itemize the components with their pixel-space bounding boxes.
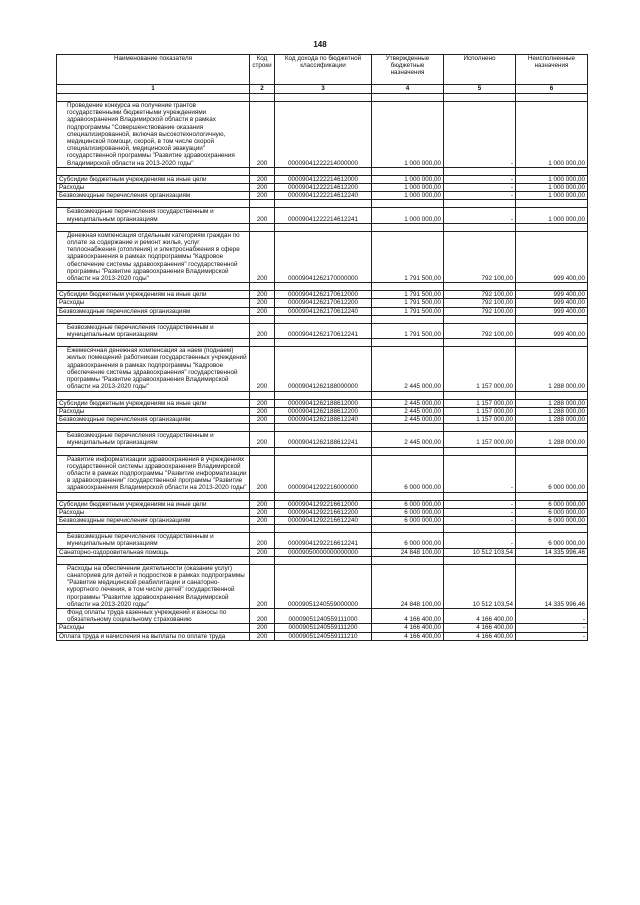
empty-cell — [275, 492, 372, 500]
income-code-cell: 00009041292216000000 — [275, 455, 372, 492]
executed-amount-cell: - — [444, 455, 516, 492]
row-code-cell: 200 — [250, 192, 275, 200]
empty-cell — [57, 315, 250, 323]
indicator-name-cell: Безвозмездные перечисления государственным и муниципальным организациям — [57, 208, 250, 223]
empty-cell — [275, 556, 372, 564]
budget-execution-table — [56, 54, 588, 641]
approved-amount-cell: 2 445 000,00 — [372, 432, 444, 447]
empty-cell — [250, 315, 275, 323]
approved-amount-cell: 2 445 000,00 — [372, 407, 444, 415]
empty-cell — [516, 424, 588, 432]
row-code-cell: 200 — [250, 291, 275, 299]
column-number: 2 — [250, 85, 275, 94]
executed-amount-cell: - — [444, 508, 516, 516]
indicator-name-cell: Субсидии бюджетным учреждениям на иные цели — [57, 500, 250, 508]
table-row — [57, 564, 588, 608]
row-code-cell: 200 — [250, 632, 275, 640]
table-row — [57, 231, 588, 282]
executed-amount-cell: - — [444, 192, 516, 200]
empty-cell — [275, 525, 372, 533]
empty-cell — [57, 223, 250, 231]
header-indicator-name: Наименование показателя — [57, 55, 250, 85]
column-number: 4 — [372, 85, 444, 94]
income-code-cell: 00009041262170612240 — [275, 307, 372, 315]
empty-cell — [372, 223, 444, 231]
empty-cell — [372, 167, 444, 175]
income-code-cell: 00009041292216612000 — [275, 500, 372, 508]
executed-amount-cell: 10 512 103,54 — [444, 564, 516, 608]
header-unexecuted: Неисполненные назначения — [516, 55, 588, 85]
empty-cell — [250, 556, 275, 564]
executed-amount-cell: 4 166 400,00 — [444, 624, 516, 632]
table-row — [57, 175, 588, 183]
spacer-row — [57, 391, 588, 399]
empty-cell — [57, 283, 250, 291]
approved-amount-cell: 1 000 000,00 — [372, 175, 444, 183]
approved-amount-cell: 6 000 000,00 — [372, 533, 444, 548]
empty-cell — [250, 167, 275, 175]
income-code-cell: 00009041222214612000 — [275, 175, 372, 183]
empty-cell — [516, 200, 588, 208]
table-row — [57, 102, 588, 168]
approved-amount-cell: 1 000 000,00 — [372, 192, 444, 200]
header-income-code: Код дохода по бюджетной классификации — [275, 55, 372, 85]
approved-amount-cell: 24 848 100,00 — [372, 548, 444, 556]
indicator-name-cell: Фонд оплаты труда казенных учреждений и взносы по обязательному социальному страхованию — [57, 608, 250, 623]
income-code-cell: 00009041222214612240 — [275, 192, 372, 200]
income-code-cell: 00009051240559000000 — [275, 564, 372, 608]
unexecuted-amount-cell: 999 400,00 — [516, 307, 588, 315]
row-code-cell: 200 — [250, 299, 275, 307]
row-code-cell: 200 — [250, 624, 275, 632]
indicator-name-cell: Безвозмездные перечисления организациям — [57, 192, 250, 200]
approved-amount-cell: 1 791 500,00 — [372, 307, 444, 315]
empty-cell — [444, 492, 516, 500]
empty-cell — [444, 315, 516, 323]
table-row — [57, 299, 588, 307]
income-code-cell: 00009041262188612200 — [275, 407, 372, 415]
approved-amount-cell: 2 445 000,00 — [372, 399, 444, 407]
empty-cell — [57, 447, 250, 455]
column-number-row — [57, 85, 588, 94]
row-code-cell: 200 — [250, 175, 275, 183]
income-code-cell: 00009041262188612000 — [275, 399, 372, 407]
approved-amount-cell: 6 000 000,00 — [372, 508, 444, 516]
empty-cell — [250, 447, 275, 455]
executed-amount-cell: - — [444, 184, 516, 192]
income-code-cell: 00009041262188612241 — [275, 432, 372, 447]
unexecuted-amount-cell: 14 335 996,46 — [516, 548, 588, 556]
unexecuted-amount-cell: 1 000 000,00 — [516, 102, 588, 168]
empty-cell — [516, 315, 588, 323]
empty-cell — [57, 339, 250, 347]
table-row — [57, 432, 588, 447]
empty-cell — [57, 424, 250, 432]
executed-amount-cell: - — [444, 208, 516, 223]
empty-cell — [372, 94, 444, 102]
indicator-name-cell: Оплата труда и начисления на выплаты по оплате труда — [57, 632, 250, 640]
executed-amount-cell: 10 512 103,54 — [444, 548, 516, 556]
income-code-cell: 00009041222214612200 — [275, 184, 372, 192]
empty-cell — [516, 556, 588, 564]
spacer-row — [57, 283, 588, 291]
income-code-cell: 00009041262170612241 — [275, 323, 372, 338]
row-code-cell: 200 — [250, 399, 275, 407]
empty-cell — [444, 200, 516, 208]
executed-amount-cell: 792 100,00 — [444, 291, 516, 299]
empty-cell — [516, 223, 588, 231]
row-code-cell: 200 — [250, 516, 275, 524]
executed-amount-cell: - — [444, 175, 516, 183]
executed-amount-cell: 1 157 000,00 — [444, 347, 516, 391]
spacer-row — [57, 94, 588, 102]
table-row — [57, 347, 588, 391]
income-code-cell: 00009041262188612240 — [275, 415, 372, 423]
spacer-row — [57, 339, 588, 347]
row-code-cell: 200 — [250, 231, 275, 282]
table-row — [57, 632, 588, 640]
executed-amount-cell: - — [444, 516, 516, 524]
table-row — [57, 415, 588, 423]
empty-cell — [275, 283, 372, 291]
empty-cell — [57, 200, 250, 208]
empty-cell — [516, 167, 588, 175]
executed-amount-cell: 792 100,00 — [444, 307, 516, 315]
approved-amount-cell: 4 166 400,00 — [372, 624, 444, 632]
executed-amount-cell: 4 166 400,00 — [444, 632, 516, 640]
spacer-row — [57, 525, 588, 533]
income-code-cell: 00009041262170612200 — [275, 299, 372, 307]
unexecuted-amount-cell: 6 000 000,00 — [516, 500, 588, 508]
indicator-name-cell: Расходы — [57, 299, 250, 307]
empty-cell — [516, 525, 588, 533]
unexecuted-amount-cell: 999 400,00 — [516, 291, 588, 299]
table-row — [57, 455, 588, 492]
row-code-cell: 200 — [250, 347, 275, 391]
executed-amount-cell: 792 100,00 — [444, 231, 516, 282]
empty-cell — [57, 556, 250, 564]
empty-cell — [444, 283, 516, 291]
empty-cell — [275, 200, 372, 208]
approved-amount-cell: 1 000 000,00 — [372, 102, 444, 168]
unexecuted-amount-cell: 1 288 000,00 — [516, 347, 588, 391]
unexecuted-amount-cell: - — [516, 624, 588, 632]
empty-cell — [516, 339, 588, 347]
table-row — [57, 624, 588, 632]
row-code-cell: 200 — [250, 307, 275, 315]
spacer-row — [57, 167, 588, 175]
row-code-cell: 200 — [250, 564, 275, 608]
income-code-cell: 00009051240559111200 — [275, 624, 372, 632]
indicator-name-cell: Субсидии бюджетным учреждениям на иные цели — [57, 175, 250, 183]
approved-amount-cell: 6 000 000,00 — [372, 500, 444, 508]
row-code-cell: 200 — [250, 608, 275, 623]
empty-cell — [444, 556, 516, 564]
approved-amount-cell: 1 791 500,00 — [372, 231, 444, 282]
income-code-cell: 00009041292216612240 — [275, 516, 372, 524]
income-code-cell: 00009041292216612200 — [275, 508, 372, 516]
empty-cell — [275, 424, 372, 432]
approved-amount-cell: 4 166 400,00 — [372, 608, 444, 623]
empty-cell — [250, 492, 275, 500]
unexecuted-amount-cell: 6 000 000,00 — [516, 516, 588, 524]
row-code-cell: 200 — [250, 533, 275, 548]
empty-cell — [250, 94, 275, 102]
executed-amount-cell: 1 157 000,00 — [444, 399, 516, 407]
header-executed: Исполнено — [444, 55, 516, 85]
spacer-row — [57, 424, 588, 432]
spacer-row — [57, 200, 588, 208]
empty-cell — [372, 200, 444, 208]
approved-amount-cell: 24 848 100,00 — [372, 564, 444, 608]
empty-cell — [444, 223, 516, 231]
table-row — [57, 508, 588, 516]
table-row — [57, 307, 588, 315]
empty-cell — [275, 94, 372, 102]
empty-cell — [250, 200, 275, 208]
indicator-name-cell: Расходы — [57, 407, 250, 415]
table-row — [57, 399, 588, 407]
approved-amount-cell: 1 000 000,00 — [372, 184, 444, 192]
table-row — [57, 548, 588, 556]
table-body — [57, 94, 588, 641]
empty-cell — [444, 391, 516, 399]
empty-cell — [250, 525, 275, 533]
indicator-name-cell: Субсидии бюджетным учреждениям на иные цели — [57, 291, 250, 299]
table-row — [57, 608, 588, 623]
empty-cell — [57, 167, 250, 175]
indicator-name-cell: Санаторно-оздоровительная помощь — [57, 548, 250, 556]
empty-cell — [444, 339, 516, 347]
empty-cell — [444, 424, 516, 432]
indicator-name-cell: Развитие информатизации здравоохранения в учреждениях государственной системы здравоохранения Владимирской области в рамках подпрограммы "Развитие информатизации в здравоохранении" государственной программы "Развитие здравоохранения Владимирской области на 2013-2020 годы" — [57, 455, 250, 492]
table-row — [57, 516, 588, 524]
table-row — [57, 323, 588, 338]
empty-cell — [275, 447, 372, 455]
unexecuted-amount-cell: - — [516, 608, 588, 623]
empty-cell — [57, 492, 250, 500]
empty-cell — [516, 492, 588, 500]
approved-amount-cell: 1 791 500,00 — [372, 299, 444, 307]
empty-cell — [57, 94, 250, 102]
empty-cell — [275, 391, 372, 399]
table-row — [57, 184, 588, 192]
empty-cell — [444, 447, 516, 455]
spacer-row — [57, 223, 588, 231]
empty-cell — [250, 424, 275, 432]
column-number: 3 — [275, 85, 372, 94]
executed-amount-cell: - — [444, 533, 516, 548]
indicator-name-cell: Безвозмездные перечисления государственным и муниципальным организациям — [57, 323, 250, 338]
income-code-cell: 00009041222214000000 — [275, 102, 372, 168]
empty-cell — [250, 283, 275, 291]
approved-amount-cell: 2 445 000,00 — [372, 415, 444, 423]
indicator-name-cell: Расходы — [57, 184, 250, 192]
table-row — [57, 533, 588, 548]
row-code-cell: 200 — [250, 415, 275, 423]
income-code-cell: 00009041222214612241 — [275, 208, 372, 223]
empty-cell — [57, 391, 250, 399]
page-number: 148 — [313, 40, 327, 49]
empty-cell — [372, 492, 444, 500]
unexecuted-amount-cell: 1 288 000,00 — [516, 407, 588, 415]
empty-cell — [516, 94, 588, 102]
unexecuted-amount-cell: 1 288 000,00 — [516, 415, 588, 423]
empty-cell — [275, 223, 372, 231]
indicator-name-cell: Безвозмездные перечисления государственным и муниципальным организациям — [57, 533, 250, 548]
indicator-name-cell: Субсидии бюджетным учреждениям на иные цели — [57, 399, 250, 407]
unexecuted-amount-cell: 6 000 000,00 — [516, 508, 588, 516]
empty-cell — [250, 339, 275, 347]
empty-cell — [275, 339, 372, 347]
indicator-name-cell: Расходы — [57, 624, 250, 632]
executed-amount-cell: 4 166 400,00 — [444, 608, 516, 623]
indicator-name-cell: Безвозмездные перечисления организациям — [57, 307, 250, 315]
approved-amount-cell: 2 445 000,00 — [372, 347, 444, 391]
indicator-name-cell: Безвозмездные перечисления государственным и муниципальным организациям — [57, 432, 250, 447]
unexecuted-amount-cell: 1 288 000,00 — [516, 399, 588, 407]
approved-amount-cell: 1 000 000,00 — [372, 208, 444, 223]
approved-amount-cell: 6 000 000,00 — [372, 455, 444, 492]
income-code-cell: 00009041262170612000 — [275, 291, 372, 299]
table-row — [57, 500, 588, 508]
unexecuted-amount-cell: 1 288 000,00 — [516, 432, 588, 447]
empty-cell — [372, 424, 444, 432]
table-header-row — [57, 55, 588, 85]
row-code-cell: 200 — [250, 432, 275, 447]
indicator-name-cell: Ежемесячная денежная компенсация за наем (поднаем) жилых помещений работникам государственных учреждений здравоохранения в рамках подпрограммы "Кадровое обеспечение системы здравоохранения" государственной программы "Развитие здравоохранения Владимирской области на 2013-2020 годы" — [57, 347, 250, 391]
unexecuted-amount-cell: 1 000 000,00 — [516, 184, 588, 192]
unexecuted-amount-cell: 1 000 000,00 — [516, 208, 588, 223]
income-code-cell: 00009041262170000000 — [275, 231, 372, 282]
empty-cell — [275, 167, 372, 175]
empty-cell — [516, 391, 588, 399]
table-row — [57, 208, 588, 223]
indicator-name-cell: Безвозмездные перечисления организациям — [57, 415, 250, 423]
empty-cell — [372, 283, 444, 291]
row-code-cell: 200 — [250, 500, 275, 508]
executed-amount-cell: 1 157 000,00 — [444, 432, 516, 447]
empty-cell — [372, 315, 444, 323]
empty-cell — [444, 94, 516, 102]
spacer-row — [57, 447, 588, 455]
row-code-cell: 200 — [250, 102, 275, 168]
indicator-name-cell: Денежная компенсация отдельным категориям граждан по оплате за содержание и ремонт жилья, услуг теплоснабжения (отопления) и электроснабжения в сфере здравоохранения в рамках подпрограммы "Кадровое обеспечение системы здравоохранения" государственной программы "Развитие здравоохранения Владимирской области на 2013-2020 годы" — [57, 231, 250, 282]
table-row — [57, 407, 588, 415]
unexecuted-amount-cell: 6 000 000,00 — [516, 455, 588, 492]
unexecuted-amount-cell: 1 000 000,00 — [516, 192, 588, 200]
unexecuted-amount-cell: 999 400,00 — [516, 231, 588, 282]
approved-amount-cell: 6 000 000,00 — [372, 516, 444, 524]
income-code-cell: 00009041262188000000 — [275, 347, 372, 391]
executed-amount-cell: 792 100,00 — [444, 299, 516, 307]
column-number: 5 — [444, 85, 516, 94]
table-row — [57, 291, 588, 299]
indicator-name-cell: Расходы — [57, 508, 250, 516]
unexecuted-amount-cell: 999 400,00 — [516, 323, 588, 338]
column-number: 1 — [57, 85, 250, 94]
unexecuted-amount-cell: - — [516, 632, 588, 640]
row-code-cell: 200 — [250, 455, 275, 492]
unexecuted-amount-cell: 999 400,00 — [516, 299, 588, 307]
indicator-name-cell: Проведение конкурса на получение грантов государственными бюджетными учреждениями здравоохранения Владимирской области в рамках подпрограммы "Совершенствование оказания специализированной, включая высокотехнологичную, медицинской помощи, скорой, в том числе скорой специализированной, медицинской эвакуации" государственной программы "Развитие здравоохранения Владимирской области на 2013-2020 годы" — [57, 102, 250, 168]
row-code-cell: 200 — [250, 208, 275, 223]
spacer-row — [57, 556, 588, 564]
header-approved: Утвержденные бюджетные назначения — [372, 55, 444, 85]
unexecuted-amount-cell: 14 335 996,46 — [516, 564, 588, 608]
indicator-name-cell: Расходы на обеспечение деятельности (оказание услуг) санаториев для детей и подростков в рамках подпрограммы "Развитие медицинской реабилитации и санаторно-курортного лечения, в том числе детей" государственной программы "Развитие здравоохранения Владимирской области на 2013-2020 годы" — [57, 564, 250, 608]
executed-amount-cell: 1 157 000,00 — [444, 415, 516, 423]
empty-cell — [372, 447, 444, 455]
unexecuted-amount-cell: 6 000 000,00 — [516, 533, 588, 548]
approved-amount-cell: 1 791 500,00 — [372, 291, 444, 299]
empty-cell — [372, 339, 444, 347]
empty-cell — [444, 525, 516, 533]
approved-amount-cell: 4 166 400,00 — [372, 632, 444, 640]
empty-cell — [57, 525, 250, 533]
header-row-code: Код строки — [250, 55, 275, 85]
executed-amount-cell: - — [444, 500, 516, 508]
empty-cell — [372, 391, 444, 399]
spacer-row — [57, 492, 588, 500]
approved-amount-cell: 1 791 500,00 — [372, 323, 444, 338]
indicator-name-cell: Безвозмездные перечисления организациям — [57, 516, 250, 524]
income-code-cell: 00009041292216612241 — [275, 533, 372, 548]
income-code-cell: 00009050000000000000 — [275, 548, 372, 556]
income-code-cell: 00009051240559111000 — [275, 608, 372, 623]
executed-amount-cell: 792 100,00 — [444, 323, 516, 338]
row-code-cell: 200 — [250, 508, 275, 516]
empty-cell — [275, 315, 372, 323]
spacer-row — [57, 315, 588, 323]
empty-cell — [372, 525, 444, 533]
empty-cell — [250, 391, 275, 399]
column-number: 6 — [516, 85, 588, 94]
row-code-cell: 200 — [250, 548, 275, 556]
executed-amount-cell: 1 157 000,00 — [444, 407, 516, 415]
row-code-cell: 200 — [250, 323, 275, 338]
row-code-cell: 200 — [250, 407, 275, 415]
income-code-cell: 00009051240559111210 — [275, 632, 372, 640]
executed-amount-cell: - — [444, 102, 516, 168]
row-code-cell: 200 — [250, 184, 275, 192]
table-row — [57, 192, 588, 200]
empty-cell — [516, 283, 588, 291]
empty-cell — [444, 167, 516, 175]
empty-cell — [516, 447, 588, 455]
empty-cell — [372, 556, 444, 564]
empty-cell — [250, 223, 275, 231]
unexecuted-amount-cell: 1 000 000,00 — [516, 175, 588, 183]
